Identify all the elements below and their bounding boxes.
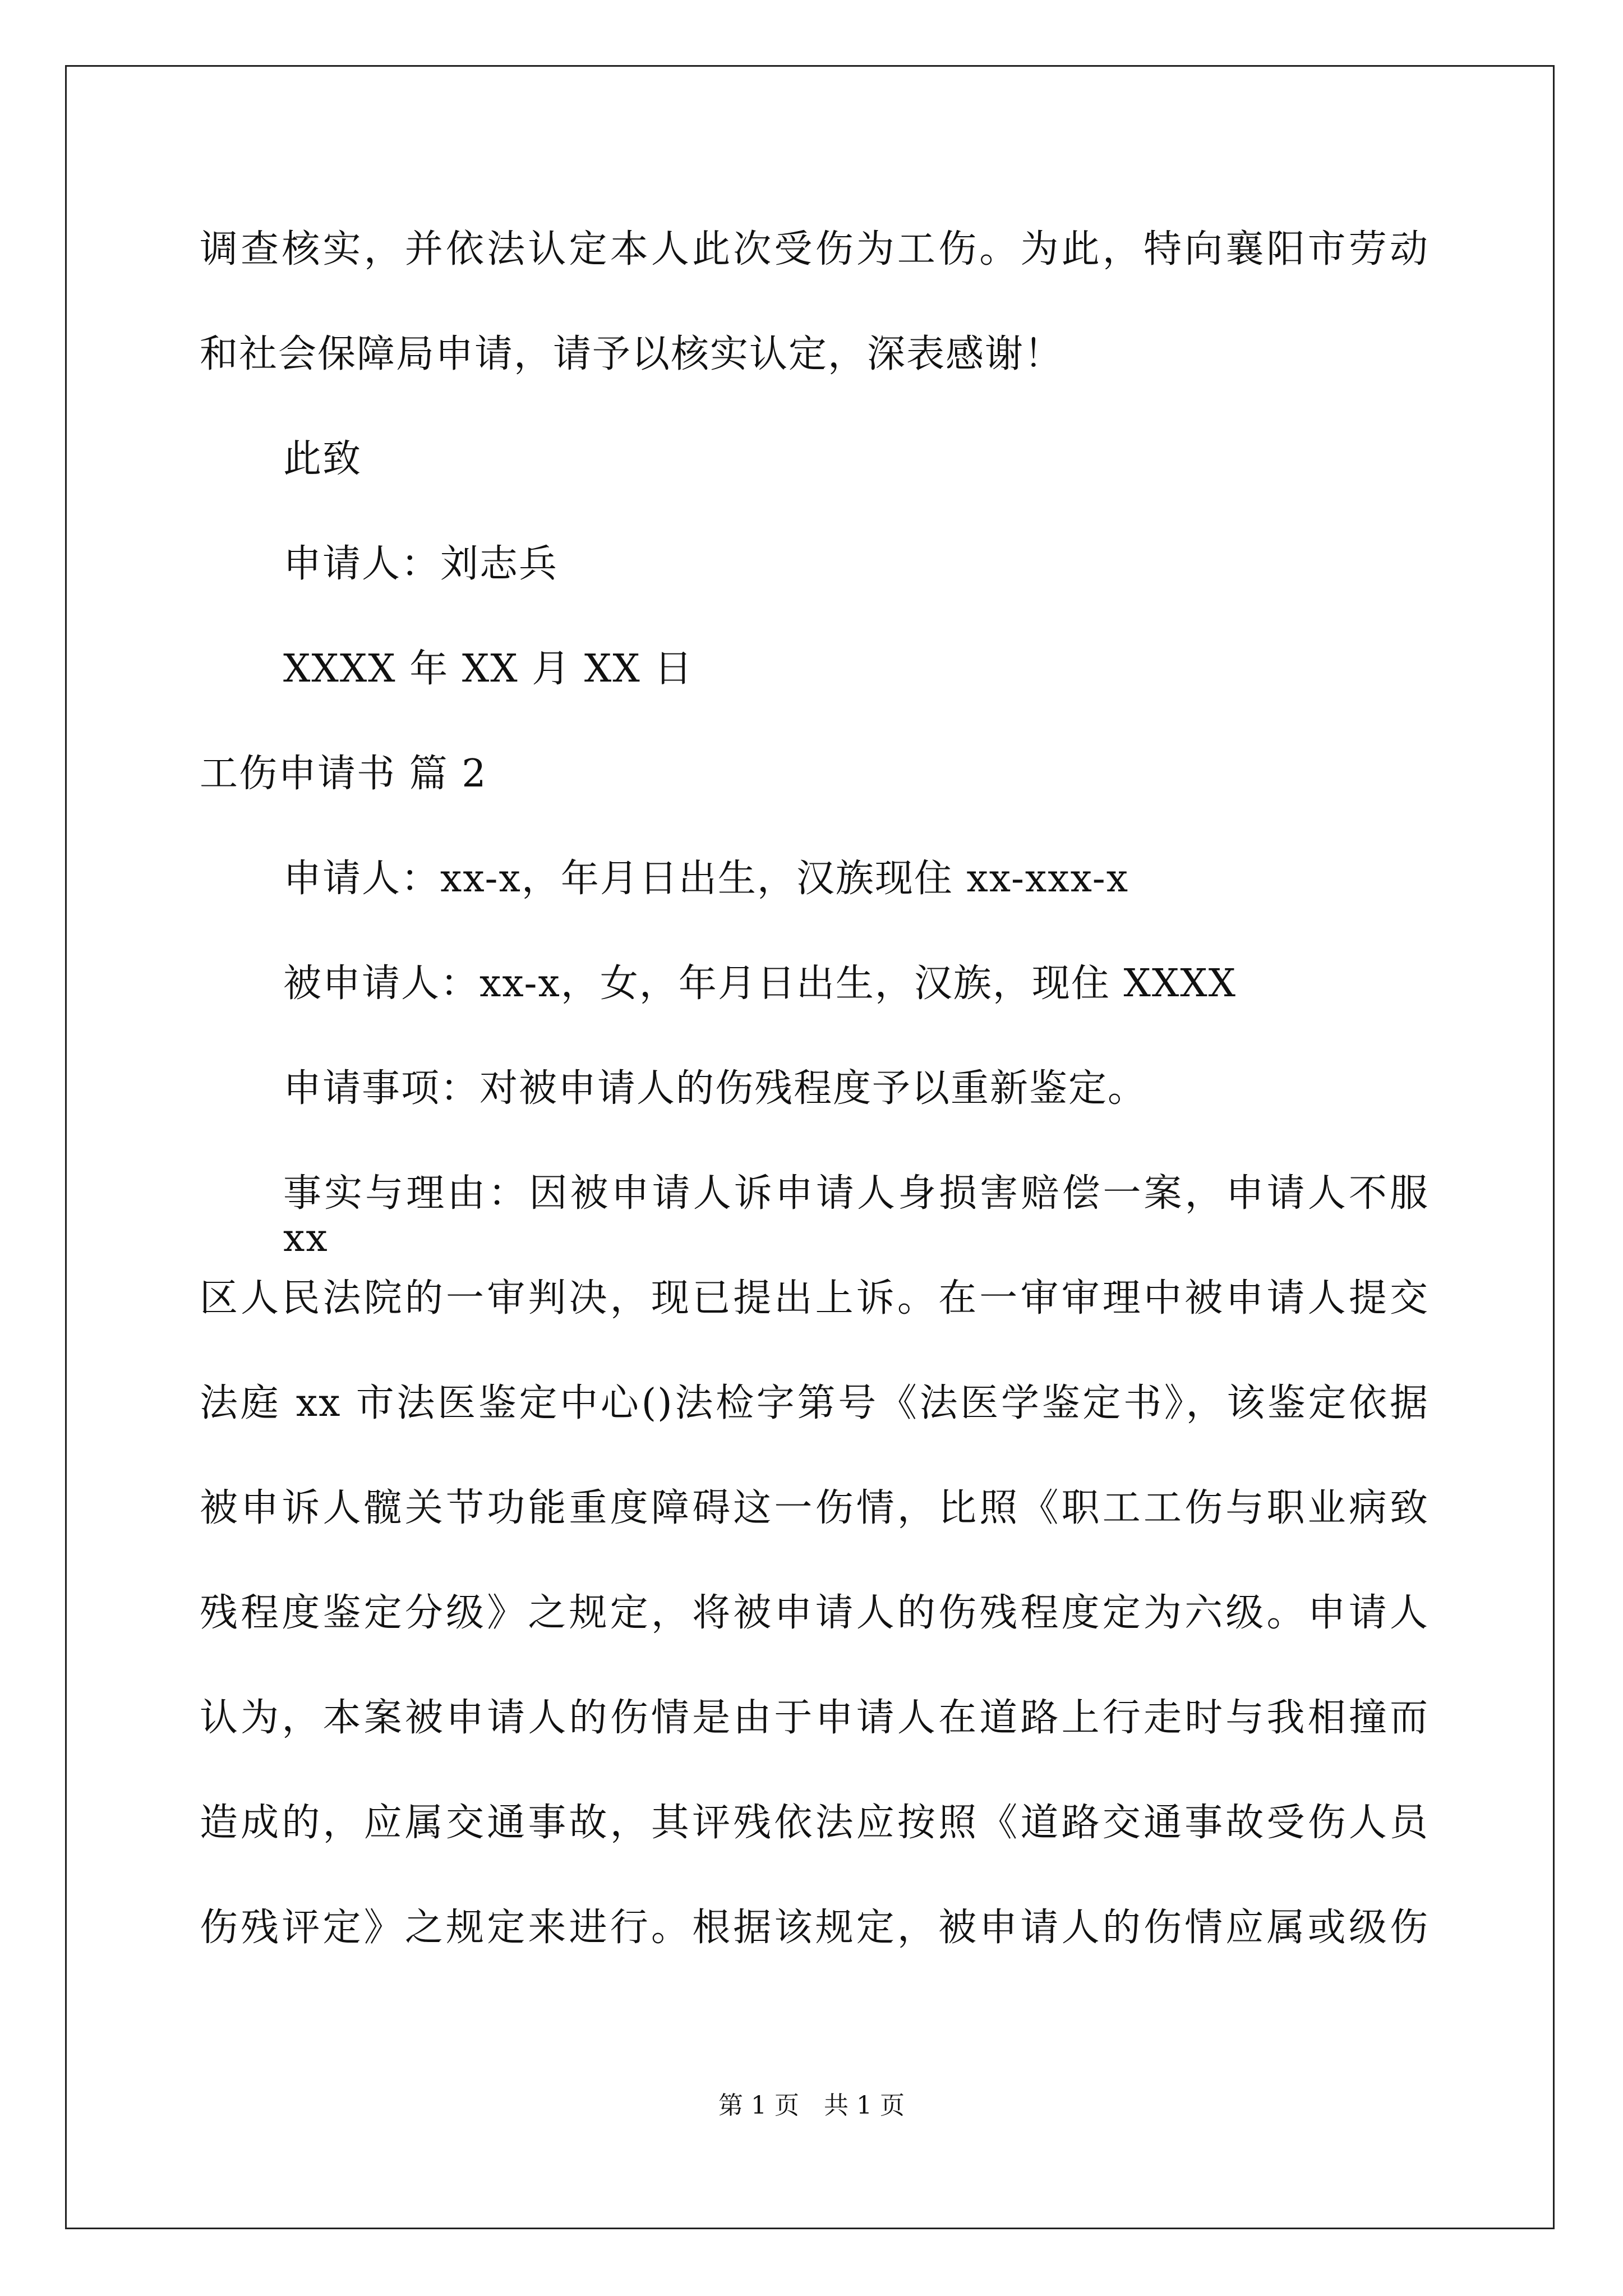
paragraph-line: 残程度鉴定分级》之规定，将被申请人的伤残程度定为六级。申请人	[200, 1591, 1429, 1635]
paragraph-line: 事实与理由：因被申请人诉申请人身损害赔偿一案，申请人不服 xx	[283, 1171, 1429, 1260]
paragraph-line: 区人民法院的一审判决，现已提出上诉。在一审审理中被申请人提交	[200, 1276, 1429, 1320]
page-footer: 第 1 页 共 1 页	[718, 2091, 905, 2120]
request-line: 申请事项：对被申请人的伤残程度予以重新鉴定。	[283, 1066, 1147, 1111]
paragraph-line: 被申诉人髋关节功能重度障碍这一伤情，比照《职工工伤与职业病致	[200, 1486, 1429, 1530]
page-border	[65, 65, 1555, 2229]
paragraph-line: 法庭 xx 市法医鉴定中心()法检字第号《法医学鉴定书》，该鉴定依据	[200, 1381, 1429, 1425]
applicant-line: 申请人：xx-x，年月日出生，汉族现住 xx-xxx-x	[283, 857, 1129, 901]
applicant-signature-line: 申请人：刘志兵	[283, 542, 559, 586]
paragraph-line: 伤残评定》之规定来进行。根据该规定，被申请人的伤情应属或级伤	[200, 1906, 1429, 1950]
section-heading: 工伤申请书 篇 2	[200, 752, 487, 796]
paragraph-line: 认为，本案被申请人的伤情是由于申请人在道路上行走时与我相撞而	[200, 1696, 1429, 1740]
paragraph-line: 和社会保障局申请，请予以核实认定，深表感谢！	[200, 332, 1064, 376]
paragraph-line: 调查核实，并依法认定本人此次受伤为工伤。为此，特向襄阳市劳动	[200, 227, 1429, 272]
paragraph-line: 造成的，应属交通事故，其评残依法应按照《道路交通事故受伤人员	[200, 1801, 1429, 1845]
respondent-line: 被申请人：xx-x，女，年月日出生，汉族，现住 XXXX	[283, 961, 1237, 1006]
salutation-line: 此致	[283, 437, 362, 481]
date-line: XXXX 年 XX 月 XX 日	[283, 647, 694, 691]
